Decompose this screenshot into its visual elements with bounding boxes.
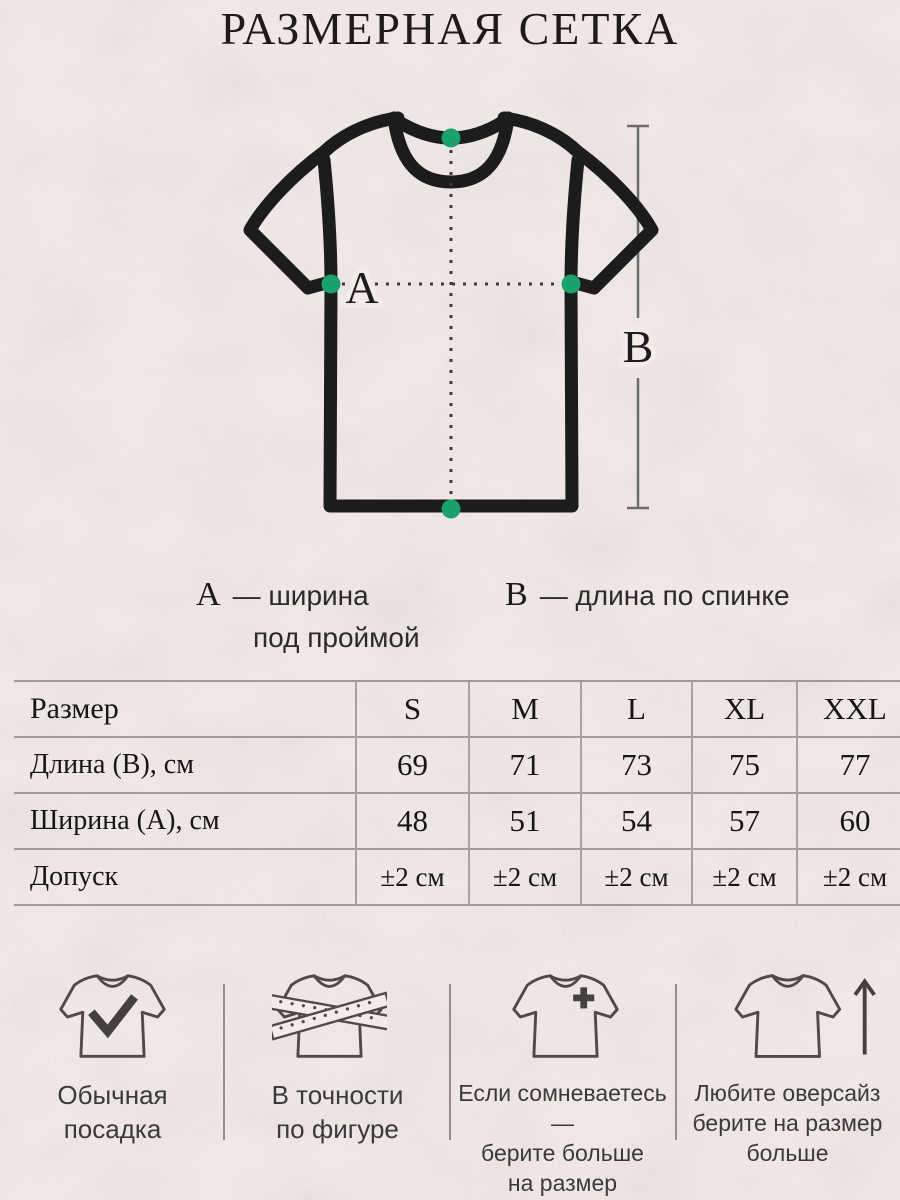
size-value: 51 [469, 793, 581, 849]
size-value: 71 [469, 737, 581, 793]
size-value: ±2 см [797, 849, 900, 905]
tshirt-plus-icon [508, 968, 623, 1068]
size-column-header: XXL [797, 681, 900, 737]
caption-line: по фигуре [276, 1114, 399, 1144]
size-value: ±2 см [469, 849, 581, 905]
size-value: ±2 см [356, 849, 469, 905]
size-column-header: M [469, 681, 581, 737]
measure-line-b [627, 126, 649, 508]
size-value: 57 [692, 793, 797, 849]
legend-a-text2: под проймой [253, 622, 420, 653]
tshirt-measurement-diagram [0, 0, 900, 565]
size-value: 73 [581, 737, 692, 793]
size-column-header: L [581, 681, 692, 737]
size-value: 75 [692, 737, 797, 793]
table-header-label: Размер [14, 681, 356, 737]
measure-point-neck [442, 129, 461, 148]
size-value: ±2 см [581, 849, 692, 905]
dotted-guides [342, 150, 564, 504]
diagram-label-a: A [345, 262, 379, 313]
caption-line: больше [746, 1140, 829, 1166]
table-row-width [14, 793, 900, 849]
fit-option-oversize [675, 1078, 900, 1168]
size-column-header: S [356, 681, 469, 737]
size-column-header: XL [692, 681, 797, 737]
row-label: Длина (B), см [14, 737, 356, 793]
legend-b [505, 576, 790, 614]
size-value: 48 [356, 793, 469, 849]
legend-a-text: — ширина [232, 580, 369, 611]
legend-b-text: — длина по спинке [539, 580, 790, 611]
measure-point-hem [442, 500, 461, 519]
size-value: 60 [797, 793, 900, 849]
row-label: Ширина (A), см [14, 793, 356, 849]
page-title: РАЗМЕРНАЯ СЕТКА [220, 3, 680, 54]
caption-line: посадка [63, 1114, 162, 1144]
legend-b-letter: B [505, 576, 528, 613]
caption-line: Обычная [57, 1080, 168, 1110]
fit-option-exact [225, 1078, 450, 1146]
caption-line: берите больше [481, 1140, 644, 1166]
row-label: Допуск [14, 849, 356, 905]
measure-point-left-armpit [322, 275, 341, 294]
size-value: ±2 см [692, 849, 797, 905]
legend-a-letter: A [196, 576, 221, 613]
fit-option-size-up [450, 1078, 675, 1198]
tshirt-arrow-icon [730, 968, 884, 1068]
caption-line: на размер [507, 1170, 618, 1196]
caption-line: берите на размер [692, 1110, 883, 1136]
caption-line: Любите оверсайз [694, 1080, 881, 1106]
table-row-tolerance [14, 849, 900, 905]
table-row-length [14, 737, 900, 793]
size-value: 54 [581, 793, 692, 849]
diagram-label-b: B [622, 321, 654, 372]
size-value: 77 [797, 737, 900, 793]
size-table [14, 680, 900, 906]
legend-a [196, 576, 420, 654]
tshirt-tape-icon [272, 968, 387, 1068]
caption-line: Если сомневаетесь — [458, 1080, 667, 1136]
up-arrow [855, 981, 874, 1054]
caption-line: В точности [271, 1080, 404, 1110]
table-header-row [14, 681, 900, 737]
measure-point-right-armpit [562, 275, 581, 294]
tshirt-check-icon [55, 968, 170, 1068]
fit-option-regular [0, 1078, 225, 1146]
size-value: 69 [356, 737, 469, 793]
